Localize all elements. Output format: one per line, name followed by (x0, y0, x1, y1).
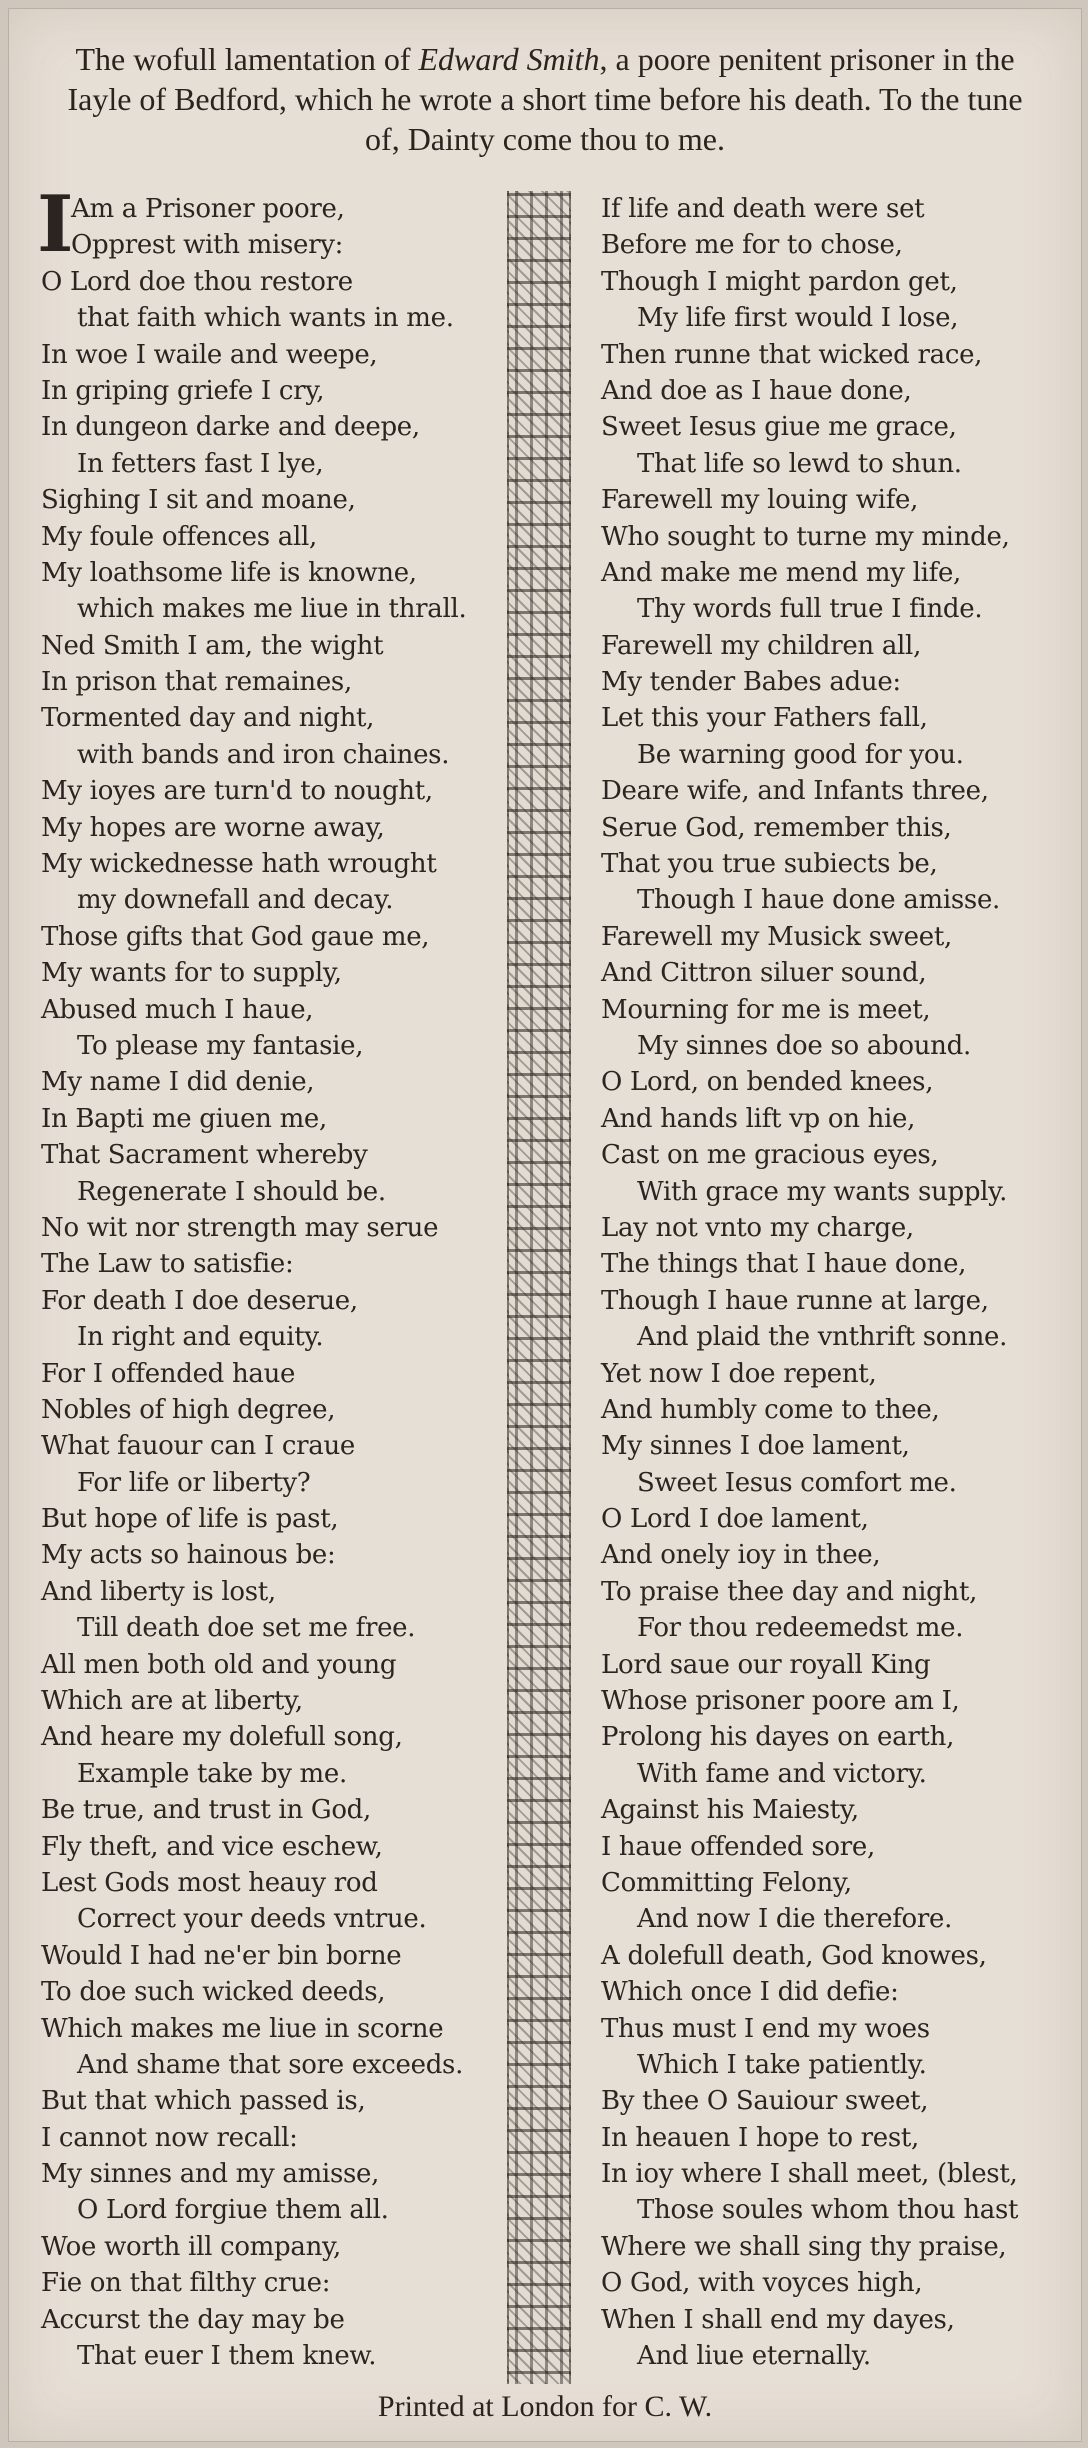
verse-line: And onely ioy in thee, (601, 1540, 881, 1571)
verse-line: Whose prisoner poore am I, (601, 1686, 960, 1717)
verse-line: with bands and iron chaines. (77, 739, 450, 770)
verse-line: Cast on me gracious eyes, (601, 1140, 939, 1171)
verse-line: In prison that remaines, (41, 667, 352, 698)
verse-line: Farewell my children all, (601, 630, 922, 661)
verse-line: Farewell my Musick sweet, (601, 921, 952, 952)
verse-line: With grace my wants supply. (637, 1176, 1008, 1207)
verse-line: Mourning for me is meet, (601, 994, 931, 1025)
verse-line: Sweet Iesus giue me grace, (601, 412, 957, 443)
verse-line: Fly theft, and vice eschew, (41, 1831, 383, 1862)
verse-line: That life so lewd to shun. (637, 448, 962, 479)
verse-line: And liberty is lost, (41, 1576, 276, 1607)
verse-line: O Lord doe thou restore (41, 266, 353, 297)
verse-line: O God, with voyces high, (601, 2268, 923, 2299)
verse-line: Abused much I haue, (41, 994, 314, 1025)
verse-line: Regenerate I should be. (77, 1176, 386, 1207)
verse-line: And heare my dolefull song, (41, 1722, 403, 1753)
verse-line: Though I haue runne at large, (601, 1285, 989, 1316)
verse-line: Which I take patiently. (637, 2049, 927, 2080)
verse-line: Opprest with misery: (71, 230, 344, 261)
verse-line: Accurst the day may be (41, 2304, 345, 2335)
verse-line: Nobles of high degree, (41, 1394, 336, 1425)
verse-line: Prolong his dayes on earth, (601, 1722, 955, 1753)
verse-line: A dolefull death, God knowes, (601, 1940, 987, 1971)
verse-line: My wickednesse hath wrought (41, 849, 437, 880)
imprint-line: Printed at London for C. W. (377, 2390, 713, 2423)
verse-line: The things that I haue done, (601, 1249, 967, 1280)
verse-line: Lay not vnto my charge, (601, 1212, 914, 1243)
verse-line: Before me for to chose, (601, 230, 903, 261)
verse-line: Against his Maiesty, (601, 1795, 859, 1826)
verse-line: In dungeon darke and deepe, (41, 412, 420, 443)
verse-line: My wants for to supply, (41, 958, 342, 989)
verse-line: In Bapti me giuen me, (41, 1103, 327, 1134)
verse-line: Who sought to turne my minde, (601, 521, 1010, 552)
verse-line: To please my fantasie, (77, 1030, 364, 1061)
verse-line: Which once I did defie: (601, 1977, 899, 2008)
verse-line: To praise thee day and night, (601, 1576, 978, 1607)
title-name: Edward Smith (418, 41, 600, 77)
verse-line: Yet now I doe repent, (601, 1358, 877, 1389)
verse-line: Sweet Iesus comfort me. (637, 1467, 957, 1498)
verse-line: Farewell my louing wife, (601, 485, 919, 516)
verse-line: Thy words full true I finde. (637, 594, 983, 625)
verse-line: Where we shall sing thy praise, (601, 2231, 1007, 2262)
ballad-title (49, 39, 1041, 159)
verse-line: O Lord, on bended knees, (601, 1067, 934, 1098)
verse-line: And humbly come to thee, (601, 1394, 940, 1425)
verse-line: Thus must I end my woes (601, 2013, 930, 2044)
verse-line: In woe I waile and weepe, (41, 339, 378, 370)
verse-line: The Law to satisfie: (41, 1249, 294, 1280)
verse-line: My ioyes are turn'd to nought, (41, 776, 433, 807)
verse-line: In fetters fast I lye, (77, 448, 324, 479)
verse-line: Let this your Fathers fall, (601, 703, 928, 734)
verse-line: For death I doe deserue, (41, 1285, 358, 1316)
verse-line: My name I did denie, (41, 1067, 315, 1098)
verse-line: Ned Smith I am, the wight (41, 630, 384, 661)
verse-line: Example take by me. (77, 1758, 347, 1789)
ornamental-border-strip (507, 191, 571, 2384)
verse-line: Till death doe set me free. (77, 1613, 416, 1644)
verse-line: Sighing I sit and moane, (41, 485, 356, 516)
verse-line: Though I might pardon get, (601, 266, 958, 297)
verse-line: By thee O Sauiour sweet, (601, 2086, 929, 2117)
verse-line: For life or liberty? (77, 1467, 311, 1498)
verse-line: In right and equity. (77, 1322, 324, 1353)
verse-line: my downefall and decay. (77, 885, 394, 916)
verse-line: Would I had ne'er bin borne (41, 1940, 402, 1971)
verse-line: In griping griefe I cry, (41, 375, 325, 406)
verse-line: Be true, and trust in God, (41, 1795, 371, 1826)
verse-line: And doe as I haue done, (601, 375, 912, 406)
verse-line: But hope of life is past, (41, 1504, 339, 1535)
verse-line: I cannot now recall: (41, 2122, 298, 2153)
verse-line: In heauen I hope to rest, (601, 2122, 920, 2153)
verse-line: My sinnes and my amisse, (41, 2159, 380, 2190)
verse-line: That you true subiects be, (601, 849, 938, 880)
verse-line: To doe such wicked deeds, (41, 1977, 386, 2008)
verse-line: Lord saue our royall King (601, 1649, 931, 1680)
verse-line: No wit nor strength may serue (41, 1212, 439, 1243)
broadside-sheet (8, 8, 1082, 2442)
verse-line: That euer I them knew. (77, 2341, 377, 2372)
verse-line: which makes me liue in thrall. (77, 594, 467, 625)
left-verse-column (41, 191, 511, 2374)
verse-line: And now I die therefore. (637, 1904, 953, 1935)
verse-line: What fauour can I craue (41, 1431, 355, 1462)
verse-line: When I shall end my dayes, (601, 2304, 955, 2335)
verse-line: My loathsome life is knowne, (41, 557, 417, 588)
verse-line: Those gifts that God gaue me, (41, 921, 430, 952)
verse-line: Committing Felony, (601, 1867, 852, 1898)
verse-line: My sinnes doe so abound. (637, 1030, 971, 1061)
verse-line: And liue eternally. (637, 2341, 871, 2372)
verse-line: That Sacrament whereby (41, 1140, 368, 1171)
verse-line: Woe worth ill company, (41, 2231, 341, 2262)
verse-line: Deare wife, and Infants three, (601, 776, 989, 807)
verse-line: Lest Gods most heauy rod (41, 1867, 378, 1898)
verse-line: My sinnes I doe lament, (601, 1431, 910, 1462)
verse-line: I haue offended sore, (601, 1831, 875, 1862)
verse-line: Though I haue done amisse. (637, 885, 1001, 916)
verse-line: My tender Babes adue: (601, 667, 901, 698)
verse-line: And shame that sore exceeds. (77, 2049, 464, 2080)
verse-line: And hands lift vp on hie, (601, 1103, 916, 1134)
verse-line: Those soules whom thou hast (637, 2195, 1019, 2226)
title-rest: , a poore penitent prisoner in the Iayle of Bedford, which he wrote a short time before his death. To the tune of, Dainty come thou to me. (67, 41, 1023, 157)
verse-line: Which are at liberty, (41, 1686, 303, 1717)
verse-line: But that which passed is, (41, 2086, 366, 2117)
verse-line: that faith which wants in me. (77, 303, 454, 334)
verse-line: With fame and victory. (637, 1758, 927, 1789)
verse-line: If life and death were set (601, 194, 925, 224)
verse-line: My life first would I lose, (637, 303, 959, 334)
verse-line: My acts so hainous be: (41, 1540, 336, 1571)
verse-line: And make me mend my life, (601, 557, 962, 588)
verse-line: In ioy where I shall meet, (blest, (601, 2159, 1018, 2190)
verse-line: For I offended haue (41, 1358, 296, 1389)
verse-line: Am a Prisoner poore, (71, 194, 345, 224)
verse-line: Fie on that filthy crue: (41, 2268, 331, 2299)
verse-line: O Lord forgiue them all. (77, 2195, 389, 2226)
title-lead: The wofull lamentation of (75, 41, 419, 77)
verse-line: And plaid the vnthrift sonne. (637, 1322, 1008, 1353)
verse-line: And Cittron siluer sound, (601, 958, 927, 989)
verse-line: Which makes me liue in scorne (41, 2013, 444, 2044)
right-verse-column (601, 191, 1061, 2374)
verse-line: For thou redeemedst me. (637, 1613, 964, 1644)
verse-line: All men both old and young (41, 1649, 397, 1680)
verse-line: Tormented day and night, (41, 703, 375, 734)
drop-cap: I (37, 179, 74, 270)
verse-line: O Lord I doe lament, (601, 1504, 869, 1535)
verse-line: Be warning good for you. (637, 739, 964, 770)
verse-line: Then runne that wicked race, (601, 339, 983, 370)
verse-line: My foule offences all, (41, 521, 317, 552)
verse-line: Correct your deeds vntrue. (77, 1904, 427, 1935)
verse-line: My hopes are worne away, (41, 812, 385, 843)
verse-line: Serue God, remember this, (601, 812, 952, 843)
